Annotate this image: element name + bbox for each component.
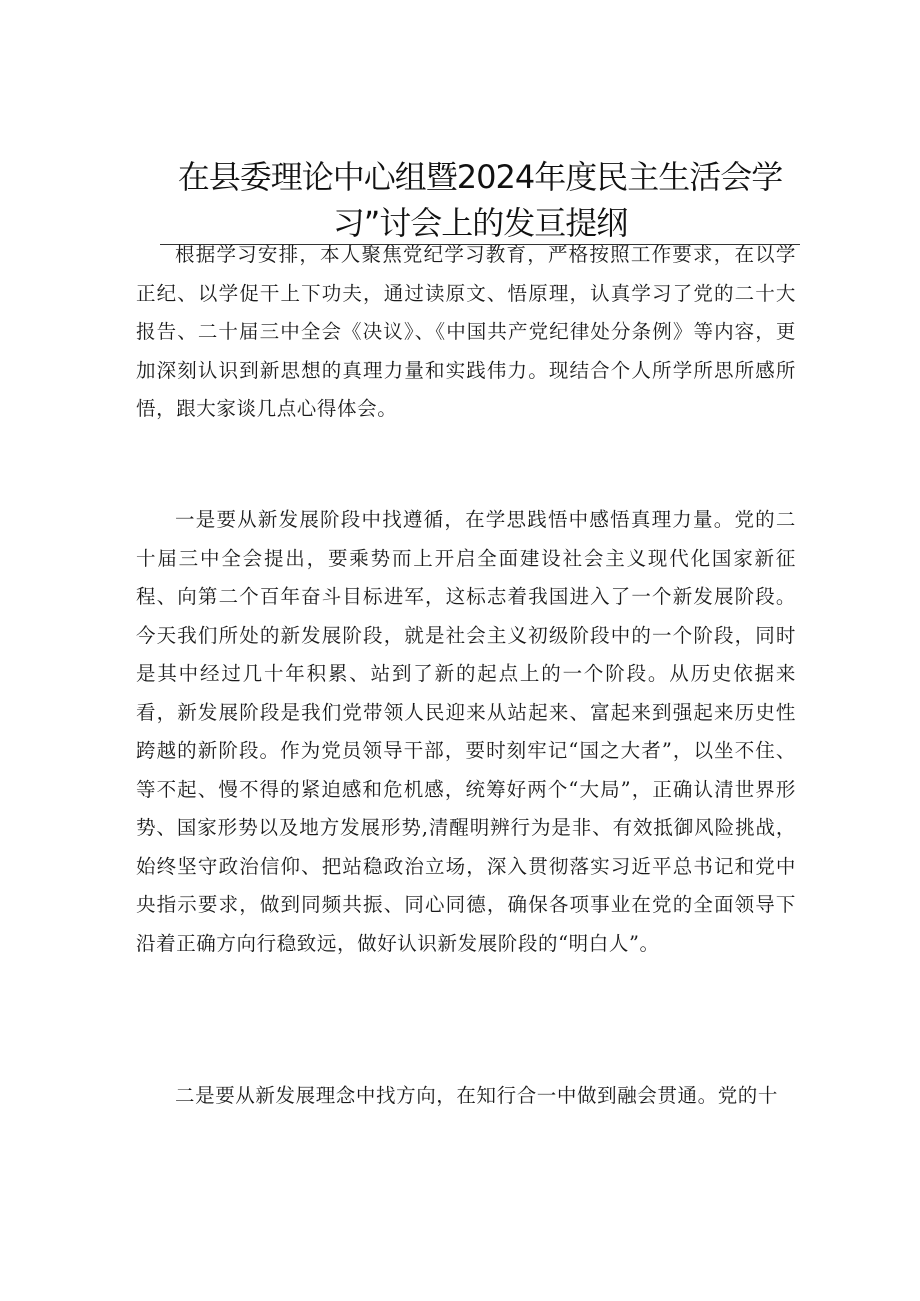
document-title: [160, 154, 800, 246]
paragraph-intro: 根据学习安排，本人聚焦党纪学习教育，严格按照工作要求，在以学正纪、以学促干上下功夫，通过读原文、悟原理，认真学习了党的二十大报告、二十届三中全会《决议》、《中国共产党纪律处分条例》等内容，更加深刻认识到新思想的真理力量和实践伟力。现结合个人所学所思所感所悟，跟大家谈几点心得体会。: [136, 243, 796, 420]
title-line-1: 在县委理论中心组暨2024年度民主生活会学: [177, 158, 783, 196]
paragraph-point-two: 二是要从新发展理念中找方向，在知行合一中做到融会贯通。党的十: [175, 1084, 779, 1107]
title-line-2: 习”讨会上的发亘提纲: [332, 204, 628, 242]
paragraph-point-one: 一是要从新发展阶段中找遵循，在学思践悟中感悟真理力量。党的二十届三中全会提出，要乘势而上开启全面建设社会主义现代化国家新征程、向第二个百年奋斗目标进军，这标志着我国进入了一个新发展阶段。今天我们所处的新发展阶段，就是社会主义初级阶段中的一个阶段，同时是其中经过几十年积累、站到了新的起点上的一个阶段。从历史依据来看，新发展阶段是我们党带领人民迎来从站起来、富起来到强起来历史性跨越的新阶段。作为党员领导干部，要时刻牢记“国之大者”，以坐不住、等不起、慢不得的紧迫感和危机感，统筹好两个“大局”，正确认清世界形势、国家形势以及地方发展形势,清醒明辨行为是非、有效抵御风险挑战，始终坚守政治信仰、把站稳政治立场，深入贯彻落实习近平总书记和党中央指示要求，做到同频共振、同心同德，确保各项事业在党的全面领导下沿着正确方向行稳致远，做好认识新发展阶段的“明白人”。: [136, 508, 796, 955]
